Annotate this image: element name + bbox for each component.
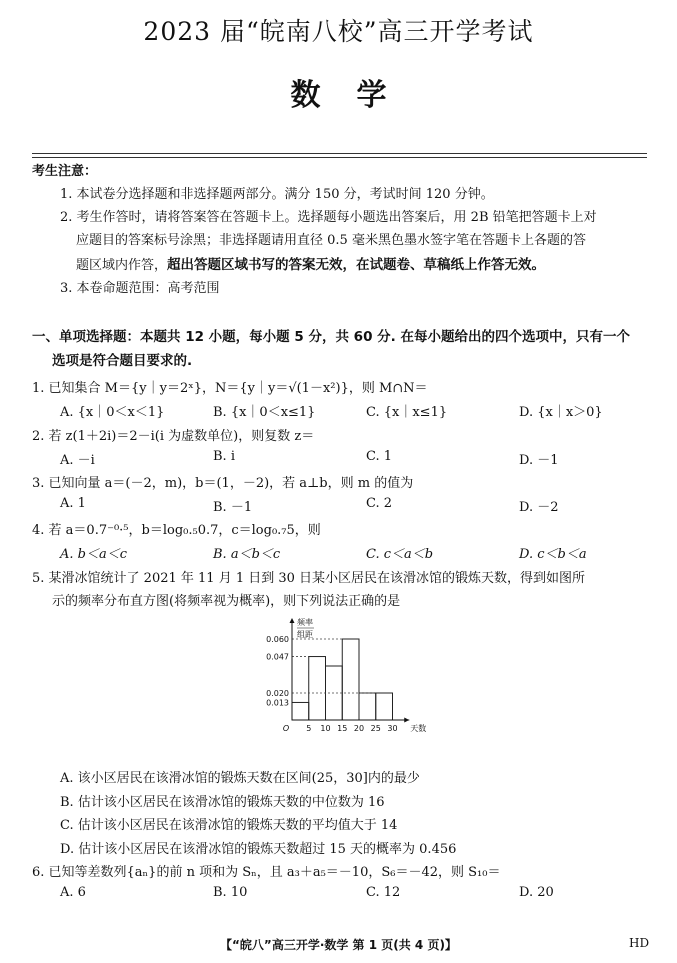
y-tick-label-2: 0.047	[266, 652, 289, 662]
x-axis-arrow	[404, 718, 409, 723]
question-6-stem: 6. 已知等差数列{aₙ}的前 n 项和为 Sₙ，且 a₃＋a₅＝－10，S₆＝－42，则 S₁₀＝	[32, 865, 501, 880]
question-5-option-a: A. 该小区居民在该滑冰馆的锻炼天数在区间(25，30]内的最少	[60, 771, 420, 786]
exam-title: 2023 届“皖南八校”高三开学考试	[143, 17, 534, 46]
x-tick-label-3: 15	[337, 724, 348, 733]
notice-item-2-line-3	[76, 253, 545, 278]
y-axis-label-denominator: 组距	[297, 630, 313, 639]
divider-bottom	[32, 157, 647, 158]
question-3-option-b: B. －1	[213, 500, 253, 515]
x-tick-label-4: 20	[353, 724, 365, 733]
question-2-option-d: D. －1	[519, 453, 559, 468]
question-5-option-d: D. 估计该小区居民在该滑冰馆的锻炼天数超过 15 天的概率为 0.456	[60, 842, 457, 857]
notice-item-2-line-1: 2. 考生作答时，请将答案答在答题卡上。选择题每小题选出答案后，用 2B 铅笔把答题卡上对	[60, 210, 597, 225]
question-3-stem: 3. 已知向量 a＝(－2，m)，b＝(1，－2)，若 a⊥b，则 m 的值为	[32, 476, 414, 491]
y-tick-label-4: 0.013	[266, 698, 289, 708]
question-2-option-b: B. i	[213, 449, 235, 464]
question-2-option-c: C. 1	[366, 449, 393, 464]
question-6-option-b: B. 10	[213, 885, 248, 900]
footer-code: HD	[629, 936, 650, 950]
notice-item-2-line-2: 应题目的答案标号涂黑；非选择题请用直径 0.5 毫米黑色墨水签字笔在答题卡上各题的答	[76, 233, 586, 248]
origin-label: O	[282, 724, 290, 733]
question-4-option-b: B. a＜b＜c	[213, 547, 281, 562]
question-3-option-a: A. 1	[60, 496, 86, 511]
question-5-option-c: C. 估计该小区居民在该滑冰馆的锻炼天数的平均值大于 14	[60, 818, 398, 833]
notice-title: 考生注意：	[32, 164, 98, 179]
y-tick-label-1: 0.060	[266, 635, 289, 644]
question-5-stem-line-2: 示的频率分布直方图(将频率视为概率)，则下列说法正确的是	[52, 594, 401, 609]
notice-item-2-line-3-emphasis: 超出答题区域书写的答案无效，在试题卷、草稿纸上作答无效。	[167, 257, 546, 273]
notice-item-1: 1. 本试卷分选择题和非选择题两部分。满分 150 分，考试时间 120 分钟。	[60, 187, 494, 202]
histogram-bar-6	[376, 693, 393, 720]
section-1-heading-line-1: 一、单项选择题：本题共 12 小题，每小题 5 分，共 60 分. 在每小题给出的四个选项中，只有一个	[32, 329, 630, 345]
x-tick-label-5: 25	[370, 724, 381, 733]
question-5-stem-line-1: 5. 某滑冰馆统计了 2021 年 11 月 1 日到 30 日某小区居民在该滑冰馆的锻炼天数，得到如图所	[32, 571, 586, 586]
page-footer: 【“皖八”高三开学·数学 第 1 页(共 4 页)】	[220, 938, 457, 952]
histogram-bar-5	[359, 693, 376, 720]
x-tick-label-2: 10	[320, 724, 331, 733]
question-6-option-d: D. 20	[519, 885, 554, 900]
question-2-option-a: A. －i	[60, 453, 95, 468]
question-4-option-d: D. c＜b＜a	[519, 547, 587, 562]
notice-item-3: 3. 本卷命题范围：高考范围	[60, 281, 220, 296]
divider-top	[32, 153, 647, 154]
histogram-bar-1	[292, 702, 309, 720]
notice-item-2-line-3-plain: 题区域内作答，	[76, 258, 168, 273]
question-4-option-c: C. c＜a＜b	[366, 547, 434, 562]
subject-title: 数学	[290, 78, 423, 113]
x-axis-label: 天数	[410, 724, 427, 733]
histogram-bar-4	[342, 639, 359, 720]
question-1-option-b: B. {x｜0＜x≤1}	[213, 405, 316, 420]
question-1-stem: 1. 已知集合 M＝{y｜y＝2ˣ}，N＝{y｜y＝√(1－x²)}，则 M∩N＝	[32, 381, 428, 396]
y-tick-label-3: 0.020	[266, 689, 289, 698]
question-5-option-b: B. 估计该小区居民在该滑冰馆的锻炼天数的中位数为 16	[60, 795, 385, 810]
question-3-option-c: C. 2	[366, 496, 393, 511]
question-6-option-c: C. 12	[366, 885, 401, 900]
question-4-option-a: A. b＜a＜c	[60, 547, 128, 562]
section-1-heading-line-2: 选项是符合题目要求的.	[52, 353, 193, 369]
question-1-option-a: A. {x｜0＜x＜1}	[60, 405, 165, 420]
question-2-stem: 2. 若 z(1＋2i)＝2－i(i 为虚数单位)，则复数 z＝	[32, 429, 315, 444]
histogram-bar-2	[309, 657, 326, 720]
question-1-option-c: C. {x｜x≤1}	[366, 405, 448, 420]
frequency-histogram	[258, 614, 428, 744]
question-1-option-d: D. {x｜x＞0}	[519, 405, 603, 420]
y-axis-arrow	[290, 618, 295, 623]
x-tick-label-1: 5	[306, 724, 312, 733]
question-3-option-d: D. －2	[519, 500, 559, 515]
x-tick-label-6: 30	[387, 724, 398, 733]
question-6-option-a: A. 6	[60, 885, 86, 900]
y-axis-label-numerator: 频率	[297, 618, 313, 627]
question-4-stem: 4. 若 a＝0.7⁻⁰·⁵，b＝log₀.₅0.7，c＝log₀.₇5，则	[32, 523, 321, 538]
